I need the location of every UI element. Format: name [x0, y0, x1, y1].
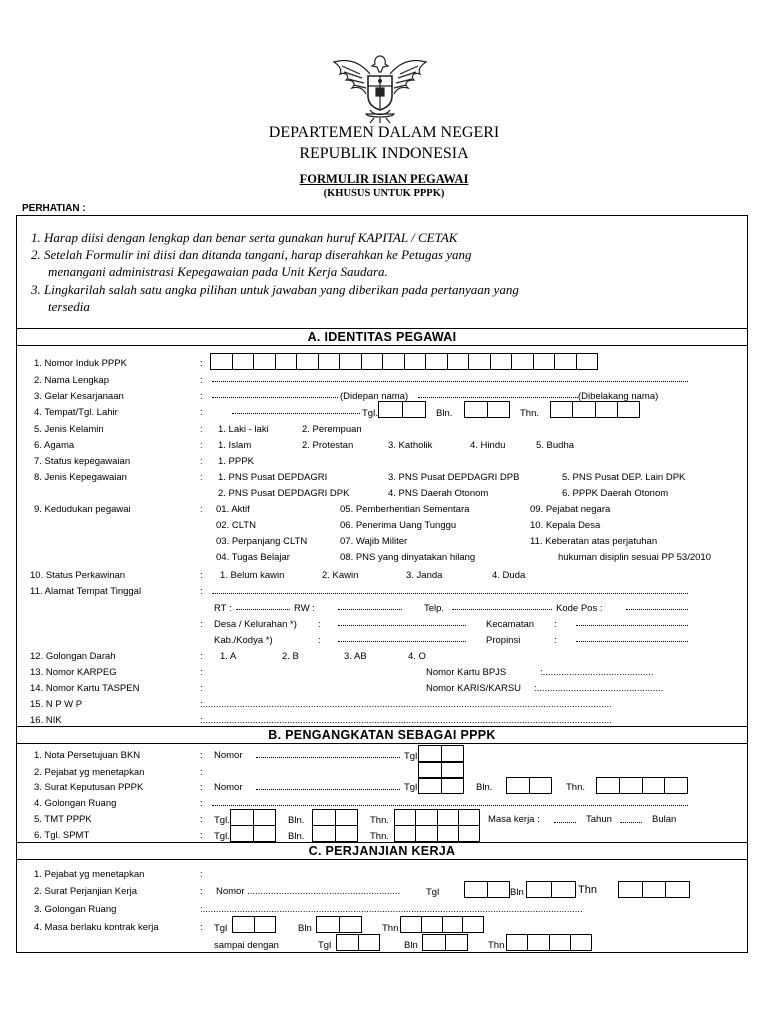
tgl-label: Tgl.: [214, 815, 230, 826]
telp-field[interactable]: [452, 609, 552, 610]
a-label-7: 7. Status kepegawaian: [34, 456, 131, 467]
option[interactable]: 1. A: [220, 651, 237, 662]
kontrak-from-tgl-boxes[interactable]: [232, 916, 276, 933]
bln-label: Bln: [404, 940, 418, 951]
bkn-nomor-field[interactable]: [256, 757, 400, 758]
golongan-field[interactable]: [212, 805, 688, 806]
attention-label: PERHATIAN :: [22, 203, 86, 214]
rt-label: RT :: [214, 603, 232, 614]
colon: :: [554, 619, 557, 630]
form-title-text: FORMULIR ISIAN PEGAWAI: [299, 172, 469, 186]
telp-label: Telp.: [424, 603, 445, 614]
option[interactable]: 08. PNS yang dinyatakan hilang: [340, 552, 476, 563]
option[interactable]: 2. Perempuan: [302, 424, 362, 435]
tmt-thn-boxes[interactable]: [394, 809, 480, 826]
bln-label: Bln: [510, 887, 524, 898]
karis-field[interactable]: :................................................: [534, 683, 664, 694]
address-field[interactable]: [212, 593, 688, 594]
spmt-bln-boxes[interactable]: [312, 825, 358, 842]
b-label-3: 3. Surat Keputusan PPPK: [34, 782, 144, 793]
a-label-4: 4. Tempat/Tgl. Lahir: [34, 407, 118, 418]
colon: :: [200, 424, 203, 435]
option[interactable]: 07. Wajib Militer: [340, 536, 408, 547]
option[interactable]: 03. Perpanjang CLTN: [216, 536, 308, 547]
option[interactable]: 09. Pejabat negara: [530, 504, 611, 515]
propinsi-label: Propinsi: [486, 635, 521, 646]
c-label-3: 3. Golongan Ruang: [34, 904, 117, 915]
colon: :: [200, 375, 203, 386]
notice-line-1: 1. Harap diisi dengan lengkap dan benar serta gunakan huruf KAPITAL / CETAK: [31, 230, 458, 245]
option[interactable]: 3. Janda: [406, 570, 443, 581]
option[interactable]: 11. Keberatan atas perjatuhan: [530, 536, 658, 547]
propinsi-field[interactable]: [576, 641, 688, 642]
a-label-9: 9. Kedudukan pegawai: [34, 504, 131, 515]
colon: :: [200, 456, 203, 467]
a-label-10: 10. Status Perkawinan: [30, 570, 126, 581]
option[interactable]: 3. AB: [344, 651, 367, 662]
a-label-15: 15. N P W P: [30, 699, 83, 710]
birth-year-boxes[interactable]: [550, 401, 640, 418]
a-label-14: 14. Nomor Kartu TASPEN: [30, 683, 140, 694]
rw-field[interactable]: [338, 609, 402, 610]
colon: :: [200, 358, 203, 369]
bulan-label: Bulan: [652, 814, 677, 825]
option[interactable]: 10. Kepala Desa: [530, 520, 601, 531]
npwp-field[interactable]: :...........................................................................................................................................................: [200, 699, 612, 710]
kab-field[interactable]: [338, 641, 466, 642]
bln-label: Bln: [298, 923, 312, 934]
spk-bln-boxes[interactable]: [526, 881, 576, 898]
notice-box: [16, 215, 748, 329]
option[interactable]: 06. Penerima Uang Tunggu: [340, 520, 457, 531]
colon: :: [318, 619, 321, 630]
thn-label: Thn.: [520, 408, 540, 419]
spmt-tgl-boxes[interactable]: [230, 825, 276, 842]
thn-label: Thn.: [370, 815, 390, 826]
spk-thn-boxes[interactable]: [618, 881, 690, 898]
option-continued: hukuman disiplin sesuai PP 53/2010: [558, 552, 711, 563]
nomor-label: Nomor: [214, 750, 243, 761]
nip-boxes[interactable]: [210, 353, 598, 370]
colon: :: [200, 782, 203, 793]
colon: :: [200, 869, 203, 880]
colon: :: [200, 570, 203, 581]
notice-line-5: tersedia: [48, 299, 90, 314]
c-label-4: 4. Masa berlaku kontrak kerja: [34, 922, 159, 933]
a-label-6: 6. Agama: [34, 440, 75, 451]
option[interactable]: 1. PNS Pusat DEPDAGRI: [218, 472, 328, 483]
tmt-tgl-boxes[interactable]: [230, 809, 276, 826]
sk-thn-boxes[interactable]: [596, 777, 688, 794]
sampai-label: sampai dengan: [214, 940, 279, 951]
masa-kerja-label: Masa kerja :: [488, 814, 540, 825]
option[interactable]: 2. Protestan: [302, 440, 354, 451]
bln-label: Bln.: [476, 782, 493, 793]
spk-nomor-field[interactable]: Nomor ..........................................................: [216, 886, 401, 897]
option[interactable]: 4. PNS Daerah Otonom: [388, 488, 489, 499]
option[interactable]: 4. Hindu: [470, 440, 506, 451]
option[interactable]: 4. O: [408, 651, 426, 662]
a-label-13: 13. Nomor KARPEG: [30, 667, 117, 678]
desa-field[interactable]: [338, 625, 466, 626]
c-golongan-field[interactable]: :................................................................................................................................................: [200, 904, 583, 915]
colon: :: [200, 667, 203, 678]
colon: :: [200, 504, 203, 515]
notice-line-2: 2. Setelah Formulir ini diisi dan ditanda tangani, harap diserahkan ke Petugas yang: [31, 247, 472, 262]
colon: :: [200, 472, 203, 483]
kontrak-to-thn-boxes[interactable]: [506, 934, 592, 951]
kab-label: Kab./Kodya *): [214, 635, 273, 646]
c-label-2: 2. Surat Perjanjian Kerja: [34, 886, 137, 897]
masa-tahun-field[interactable]: [554, 822, 576, 823]
birth-month-boxes[interactable]: [464, 401, 510, 418]
bkn-tgl-boxes[interactable]: [418, 745, 464, 762]
b-label-1: 1. Nota Persetujuan BKN: [34, 750, 141, 761]
option[interactable]: 1. PPPK: [218, 456, 254, 467]
option[interactable]: 3. Katholik: [388, 440, 433, 451]
colon: :: [318, 635, 321, 646]
option[interactable]: 05. Pemberhentian Sementara: [340, 504, 470, 515]
c-label-1: 1. Pejabat yg menetapkan: [34, 869, 145, 880]
colon: :: [554, 635, 557, 646]
b-label-5: 5. TMT PPPK: [34, 814, 92, 825]
kontrak-from-thn-boxes[interactable]: [400, 916, 484, 933]
form-bottom-border: [16, 952, 748, 953]
masa-bulan-field[interactable]: [620, 822, 642, 823]
option[interactable]: 6. PPPK Daerah Otonom: [562, 488, 669, 499]
kecamatan-field[interactable]: [576, 625, 688, 626]
option[interactable]: 2. Kawin: [322, 570, 359, 581]
colon: :: [200, 750, 203, 761]
desa-label: Desa / Kelurahan *): [214, 619, 297, 630]
colon: :: [200, 586, 203, 597]
thn-label: Thn: [382, 923, 399, 934]
spk-tgl-boxes[interactable]: [464, 881, 510, 898]
option[interactable]: 4. Duda: [492, 570, 526, 581]
a-label-12: 12. Golongan Darah: [30, 651, 116, 662]
kontrak-to-bln-boxes[interactable]: [422, 934, 468, 951]
a-label-1: 1. Nomor Induk PPPK: [34, 358, 127, 369]
kecamatan-label: Kecamatan: [486, 619, 535, 630]
sk-tgl-boxes[interactable]: [418, 777, 464, 794]
colon: :: [200, 619, 203, 630]
kontrak-from-bln-boxes[interactable]: [316, 916, 362, 933]
b-label-2: 2. Pejabat yg menetapkan: [34, 767, 145, 778]
nik-field[interactable]: :...........................................................................................................................................................: [200, 715, 612, 726]
thn-label: Thn: [578, 884, 597, 896]
a-label-16: 16. NIK: [30, 715, 62, 726]
tgl-label: Tgl: [214, 923, 228, 934]
gelar-front-field[interactable]: [212, 397, 338, 398]
notice-line-4: 3. Lingkarilah salah satu angka pilihan untuk jawaban yang diberikan pada pertanyaan yang: [31, 282, 519, 297]
colon: :: [200, 767, 203, 778]
option[interactable]: 1. Islam: [218, 440, 252, 451]
tahun-label: Tahun: [586, 814, 612, 825]
colon: :: [200, 922, 203, 933]
dept-title: DEPARTEMEN DALAM NEGERI: [268, 124, 500, 141]
b-label-6: 6. Tgl. SPMT: [34, 830, 90, 841]
bln-label: Bln.: [288, 831, 305, 842]
thn-label: Thn.: [566, 782, 586, 793]
option[interactable]: 02. CLTN: [216, 520, 256, 531]
form-title: [0, 172, 768, 187]
republic-title: REPUBLIK INDONESIA: [299, 145, 469, 162]
colon: :: [200, 651, 203, 662]
birthplace-field[interactable]: [232, 413, 360, 414]
option[interactable]: 2. B: [282, 651, 299, 662]
garuda-emblem-icon: [330, 52, 430, 124]
thn-label: Thn: [488, 940, 505, 951]
rt-field[interactable]: [236, 609, 290, 610]
option[interactable]: 2. PNS Pusat DEPDAGRI DPK: [218, 488, 350, 499]
section-b-title: B. PENGANGKATAN SEBAGAI PPPK: [16, 726, 748, 744]
sk-nomor-field[interactable]: [256, 789, 400, 790]
a-label-3: 3. Gelar Kesarjanaan: [34, 391, 124, 402]
thn-label: Thn.: [370, 831, 390, 842]
notice-line-3: menangani administrasi Kepegawaian pada Unit Kerja Saudara.: [48, 264, 388, 279]
tgl-label: Tgl: [426, 887, 440, 898]
a-label-11: 11. Alamat Tempat Tinggal: [30, 586, 142, 597]
kontrak-to-tgl-boxes[interactable]: [336, 934, 380, 951]
option[interactable]: 5. PNS Pusat DEP. Lain DPK: [562, 472, 686, 483]
form-subtitle: (KHUSUS UNTUK PPPK): [323, 188, 445, 199]
sk-bln-boxes[interactable]: [506, 777, 552, 794]
birth-day-boxes[interactable]: [378, 401, 426, 418]
option[interactable]: 04. Tugas Belajar: [216, 552, 290, 563]
kodepos-field[interactable]: [626, 609, 688, 610]
gelar-back-label: (Dibelakang nama): [578, 391, 659, 402]
colon: :: [200, 440, 203, 451]
colon: :: [200, 886, 203, 897]
colon: :: [200, 683, 203, 694]
option[interactable]: 1. Belum kawin: [220, 570, 285, 581]
gelar-front-label: (Didepan nama): [340, 391, 409, 402]
tgl-label: Tgl: [318, 940, 332, 951]
colon: :: [200, 814, 203, 825]
name-field[interactable]: [212, 381, 688, 382]
option[interactable]: 3. PNS Pusat DEPDAGRI DPB: [388, 472, 520, 483]
a-label-5: 5. Jenis Kelamin: [34, 424, 104, 435]
option[interactable]: 01. Aktif: [216, 504, 250, 515]
gelar-back-field[interactable]: [418, 397, 578, 398]
option[interactable]: 1. Laki - laki: [218, 424, 269, 435]
rw-label: RW :: [294, 603, 315, 614]
bpjs-label: Nomor Kartu BPJS: [426, 667, 507, 678]
tmt-bln-boxes[interactable]: [312, 809, 358, 826]
spmt-thn-boxes[interactable]: [394, 825, 480, 842]
colon: :: [200, 407, 203, 418]
tgl-label: Tgl.: [362, 408, 378, 419]
bpjs-field[interactable]: :..........................................: [540, 667, 654, 678]
colon: :: [200, 391, 203, 402]
option[interactable]: 5. Budha: [536, 440, 575, 451]
tgl-label: Tgl.: [404, 782, 420, 793]
bln-label: Bln.: [288, 815, 305, 826]
tgl-label: Tgl.: [214, 831, 230, 842]
b-label-4: 4. Golongan Ruang: [34, 798, 117, 809]
colon: :: [200, 830, 203, 841]
section-c-title: C. PERJANJIAN KERJA: [16, 842, 748, 860]
bln-label: Bln.: [436, 408, 453, 419]
a-label-8: 8. Jenis Kepegawaian: [34, 472, 127, 483]
nomor-label: Nomor: [214, 782, 243, 793]
section-a-title: A. IDENTITAS PEGAWAI: [16, 328, 748, 346]
colon: :: [200, 798, 203, 809]
tgl-label: Tgl.: [404, 751, 420, 762]
karis-label: Nomor KARIS/KARSU: [426, 683, 522, 694]
kodepos-label: Kode Pos :: [556, 603, 603, 614]
a-label-2: 2. Nama Lengkap: [34, 375, 109, 386]
